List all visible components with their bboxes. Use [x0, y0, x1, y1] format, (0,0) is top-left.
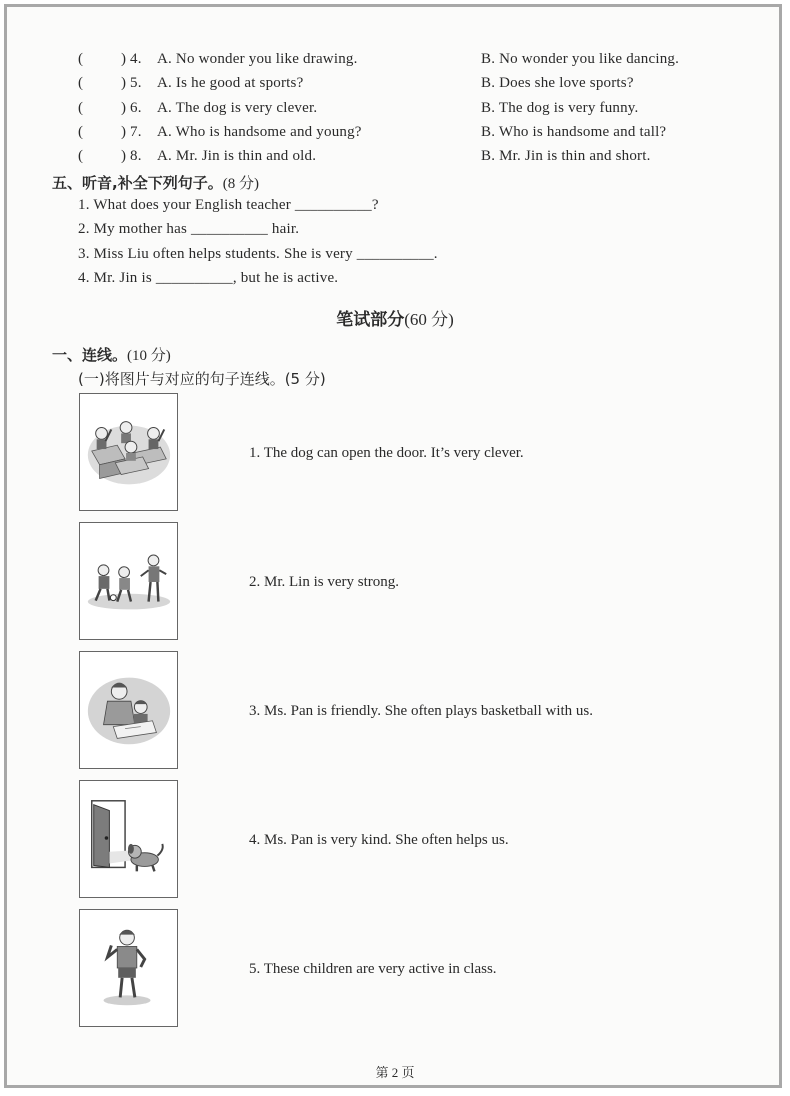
answer-open-paren: ( [78, 148, 83, 164]
dog-door-icon [79, 780, 178, 898]
matching-sentence: 3. Ms. Pan is friendly. She often plays basketball with us. [249, 703, 593, 719]
option-a: A. Who is handsome and young? [157, 124, 362, 140]
mc-number: 5. [130, 75, 142, 91]
option-b: B. Mr. Jin is thin and short. [481, 148, 651, 164]
answer-close-paren: ) [121, 75, 126, 91]
written-part-title [0, 305, 790, 330]
page-number: 第 2 页 [375, 1065, 415, 1080]
mc-number: 4. [130, 51, 142, 67]
section-five-points: (8 分) [222, 176, 259, 192]
answer-close-paren: ) [121, 148, 126, 164]
matching-sentence: 5. These children are very active in class. [249, 961, 497, 977]
kids-playing-icon [79, 522, 178, 640]
answer-open-paren: ( [78, 51, 83, 67]
option-b: B. No wonder you like dancing. [481, 51, 680, 67]
answer-open-paren: ( [78, 124, 83, 140]
matching-sentence: 2. Mr. Lin is very strong. [249, 574, 399, 590]
matching-sentence: 4. Ms. Pan is very kind. She often helps us. [249, 832, 509, 848]
option-b: B. Who is handsome and tall? [481, 124, 667, 140]
mc-number: 6. [130, 100, 142, 116]
fill-blank-item: 1. What does your English teacher __________? [78, 197, 379, 213]
mc-number: 7. [130, 124, 142, 140]
option-b: B. The dog is very funny. [481, 100, 639, 116]
option-a: A. Is he good at sports? [157, 75, 304, 91]
classroom-kids-icon [79, 393, 178, 511]
matching-sentence: 1. The dog can open the door. It’s very clever. [249, 445, 524, 461]
strong-man-icon [79, 909, 178, 1027]
fill-blank-item: 3. Miss Liu often helps students. She is very __________. [78, 246, 438, 262]
fill-blank-item: 2. My mother has __________ hair. [78, 221, 300, 237]
fill-blank-item: 4. Mr. Jin is __________, but he is active. [78, 270, 339, 286]
option-a: A. Mr. Jin is thin and old. [157, 148, 317, 164]
section-five-title: 五、听音,补全下列句子。 [52, 174, 223, 192]
mc-number: 8. [130, 148, 142, 164]
part-one-points: (10 分) [127, 348, 171, 364]
option-a: A. The dog is very clever. [157, 100, 318, 116]
section-five-heading [52, 172, 259, 193]
written-points: (60 分) [404, 310, 454, 329]
part-one-heading [52, 344, 171, 365]
part-one-instruction: (一)将图片与对应的句子连线。(5 分) [78, 370, 326, 388]
answer-close-paren: ) [121, 100, 126, 116]
part-one-title: 一、连线。 [52, 346, 128, 364]
teacher-helping-icon [79, 651, 178, 769]
option-b: B. Does she love sports? [481, 75, 634, 91]
answer-open-paren: ( [78, 75, 83, 91]
answer-close-paren: ) [121, 51, 126, 67]
option-a: A. No wonder you like drawing. [157, 51, 358, 67]
answer-open-paren: ( [78, 100, 83, 116]
answer-close-paren: ) [121, 124, 126, 140]
written-title-text: 笔试部分 [336, 310, 405, 330]
